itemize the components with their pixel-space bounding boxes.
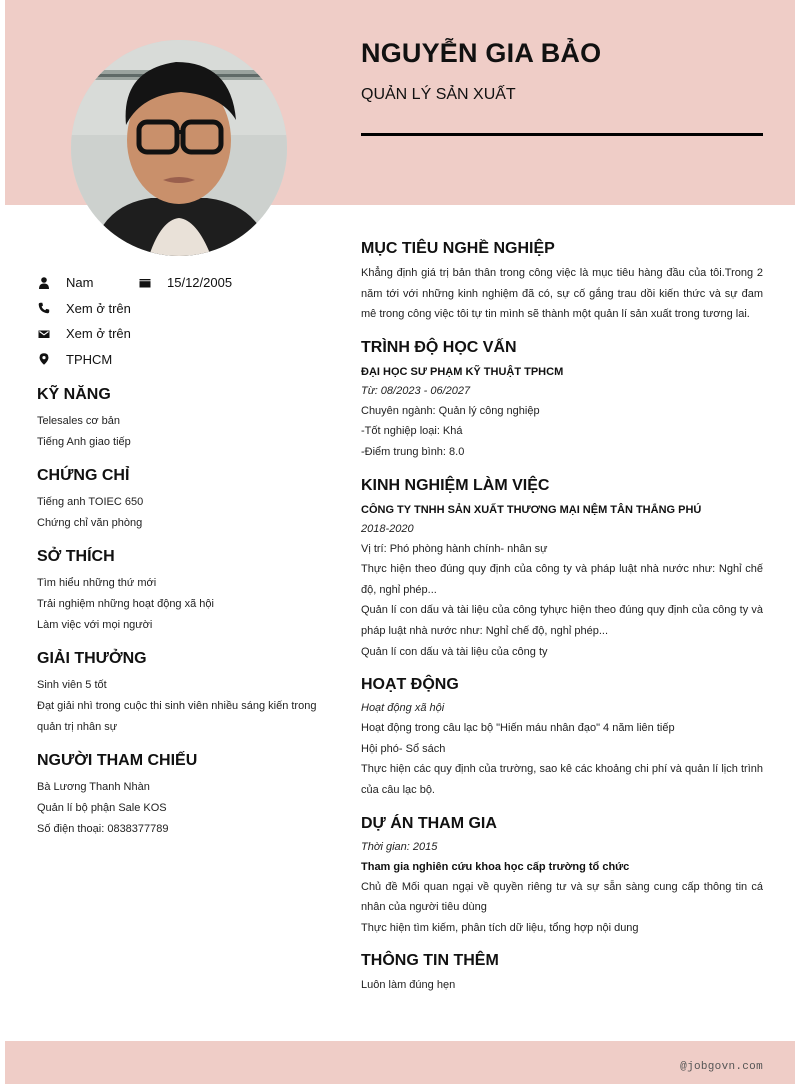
references-section [37,752,337,840]
experience-line: Quản lí con dấu và tài liệu của công ty [361,645,548,658]
list-item: Quản lí bộ phận Sale KOS [37,802,167,814]
experience-line: Thực hiện theo đúng quy định của công ty và pháp luật nhà nước như: Nghỉ chế độ, nghỉ phép... [361,563,763,596]
title-divider [361,133,763,136]
birthday-info [138,275,232,290]
list-item: Telesales cơ bản [37,415,121,427]
section-title: THÔNG TIN THÊM [361,952,499,970]
projects-section [361,815,763,939]
info-row-phone [37,296,337,322]
address-value: TPHCM [66,351,113,367]
gender-info [37,275,138,290]
job-title: QUẢN LÝ SẢN XUẤT [361,86,516,103]
info-row-address [37,347,337,373]
footer-watermark: @jobgovn.com [680,1061,763,1073]
phone-value: Xem ở trên [66,300,131,316]
activity-line: Thực hiện các quy định của trường, sao kê các khoảng chi phí và quản lí lịch trình của câu lạc bộ. [361,763,763,796]
section-title: KỸ NĂNG [37,386,111,403]
objective-text: Khẳng định giá trị bản thân trong công việc là mục tiêu hàng đầu của tôi.Trong 2 năm tới với những kinh nghiệm đã có, sự cố gắng trau dồi kiến thức và sự đam mê trong công việc tôi tự tin mình sẽ thành một quản lí sản xuất trong tương lai. [361,267,763,321]
experience-line: Vị trí: Phó phòng hành chính- nhân sự [361,542,548,555]
list-item: Trải nghiệm những hoạt động xã hội [37,598,214,610]
gender-value: Nam [66,275,94,291]
education-line: Chuyên ngành: Quản lý công nghiệp [361,404,540,417]
section-title: HOẠT ĐỘNG [361,676,459,694]
list-item: Số điện thoại: 0838377789 [37,823,169,835]
birthday-value: 15/12/2005 [167,275,233,291]
section-title: KINH NGHIỆM LÀM VIỆC [361,476,550,494]
candidate-name: NGUYỄN GIA BẢO [361,38,602,68]
phone-icon [38,302,50,314]
list-item: Chứng chỉ văn phòng [37,517,143,529]
activity-subtitle: Hoạt động xã hội [361,702,445,715]
list-item: Tìm hiểu những thứ mới [37,577,157,589]
cv-page [5,0,795,1084]
avatar [71,40,287,256]
info-row-email [37,321,337,347]
project-name: Tham gia nghiên cứu khoa học cấp trường tổ chức [361,860,630,873]
mail-icon [38,328,50,340]
calendar-icon [139,277,151,289]
additional-info-section [361,952,763,996]
list-item: Bà Lương Thanh Nhàn [37,781,150,793]
additional-info-text: Luôn làm đúng hẹn [361,979,456,992]
list-item: Tiếng anh TOIEC 650 [37,496,144,508]
list-item: Làm việc với mọi người [37,619,153,631]
right-column [361,240,763,1010]
section-title: NGƯỜI THAM CHIẾU [37,752,198,769]
school-name: ĐẠI HỌC SƯ PHẠM KỸ THUẬT TPHCM [361,365,564,378]
left-column [37,270,337,840]
list-item: Đạt giải nhì trong cuộc thi sinh viên nhiều sáng kiến trong quản trị nhân sự [37,700,317,733]
experience-line: Quản lí con dấu và tài liệu của công tyhực hiện theo đúng quy định của công ty và pháp luật nhà nước như: Nghỉ chế độ, nghỉ phép... [361,604,763,637]
location-pin-icon [38,353,50,365]
profile-photo [71,40,287,256]
list-item: Sinh viên 5 tốt [37,679,107,691]
person-icon [38,277,50,289]
list-item: Tiếng Anh giao tiếp [37,436,131,448]
section-title: GIẢI THƯỞNG [37,650,147,667]
section-title: TRÌNH ĐỘ HỌC VẤN [361,338,517,356]
section-title: CHỨNG CHỈ [37,467,130,484]
project-line: Chủ đề Mối quan ngại về quyền riêng tư và sự sẵn sàng cung cấp thông tin cá nhân của người tiêu dùng [361,880,763,914]
company-name: CÔNG TY TNHH SẢN XUẤT THƯƠNG MẠI NỆM TÂN THẮNG PHÚ [361,503,702,516]
education-line: -Tốt nghiệp loại: Khá [361,425,463,438]
activity-line: Hội phó- Sổ sách [361,742,446,755]
email-value: Xem ở trên [66,326,131,342]
objective-section [361,240,763,325]
hobbies-section [37,548,337,636]
experience-period: 2018-2020 [361,522,414,535]
awards-section [37,650,337,738]
education-period: Từ: 08/2023 - 06/2027 [361,384,471,397]
education-section [361,339,763,463]
project-period: Thời gian: 2015 [361,840,438,853]
education-line: -Điểm trung bình: 8.0 [361,445,465,458]
footer-band [5,1041,795,1084]
section-title: DỰ ÁN THAM GIA [361,814,497,832]
info-row-gender-birthday [37,270,337,296]
activity-line: Hoạt động trong câu lạc bộ "Hiến máu nhân đạo" 4 năm liên tiếp [361,722,675,735]
project-line: Thực hiện tìm kiếm, phân tích dữ liệu, tổng hợp nội dung [361,921,639,934]
section-title: SỞ THÍCH [37,548,115,565]
certificates-section [37,467,337,534]
experience-section [361,477,763,663]
skills-section [37,386,337,453]
section-title: MỤC TIÊU NGHỀ NGHIỆP [361,240,555,257]
activities-section [361,676,763,800]
